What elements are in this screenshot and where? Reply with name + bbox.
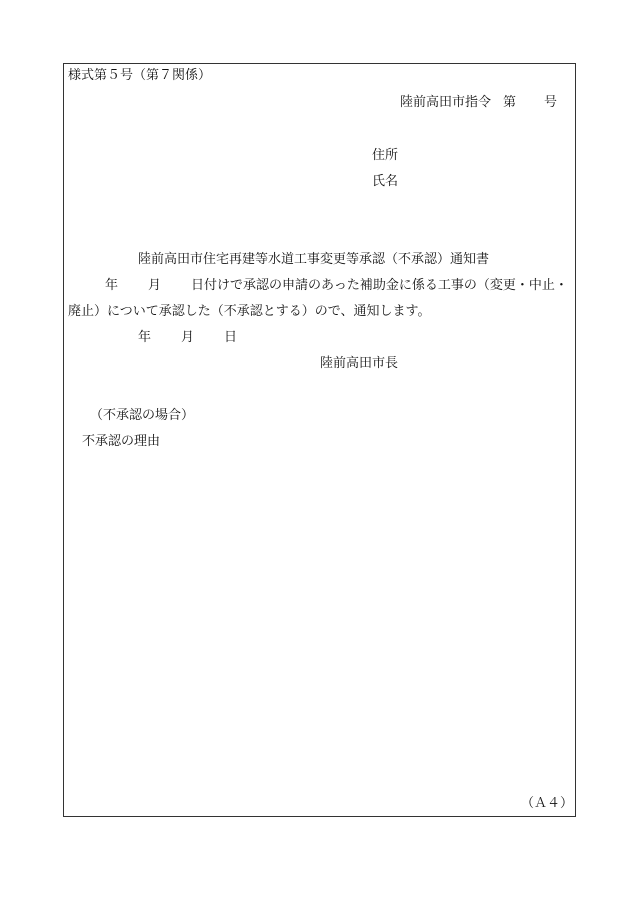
address-label: 住所	[372, 148, 399, 163]
body-month: 月	[148, 278, 162, 293]
document-title: 陸前高田市住宅再建等水道工事変更等承認（不承認）通知書	[138, 252, 490, 267]
name-label: 氏名	[372, 174, 399, 189]
directive-issuer: 陸前高田市指令	[400, 95, 492, 110]
directive-dai: 第	[503, 95, 517, 110]
date-line	[138, 330, 237, 346]
disapproval-case-label: （不承認の場合）	[90, 408, 195, 423]
directive-go: 号	[544, 95, 558, 110]
directive-number-line	[400, 95, 557, 111]
body-line-1	[105, 278, 568, 294]
date-day: 日	[224, 330, 238, 345]
body-line-2: 廃止）について承認した（不承認とする）ので、通知します。	[68, 304, 431, 319]
mayor-label: 陸前高田市長	[320, 356, 399, 371]
form-number: 様式第５号（第７関係）	[68, 68, 212, 83]
disapproval-reason-label: 不承認の理由	[82, 434, 161, 449]
date-year: 年	[138, 330, 152, 345]
body-line-1-text: 日付けで承認の申請のあった補助金に係る工事の（変更・中止・	[191, 278, 568, 293]
paper-size-label: （Ａ４）	[521, 796, 574, 811]
date-month: 月	[181, 330, 195, 345]
body-year: 年	[105, 278, 119, 293]
